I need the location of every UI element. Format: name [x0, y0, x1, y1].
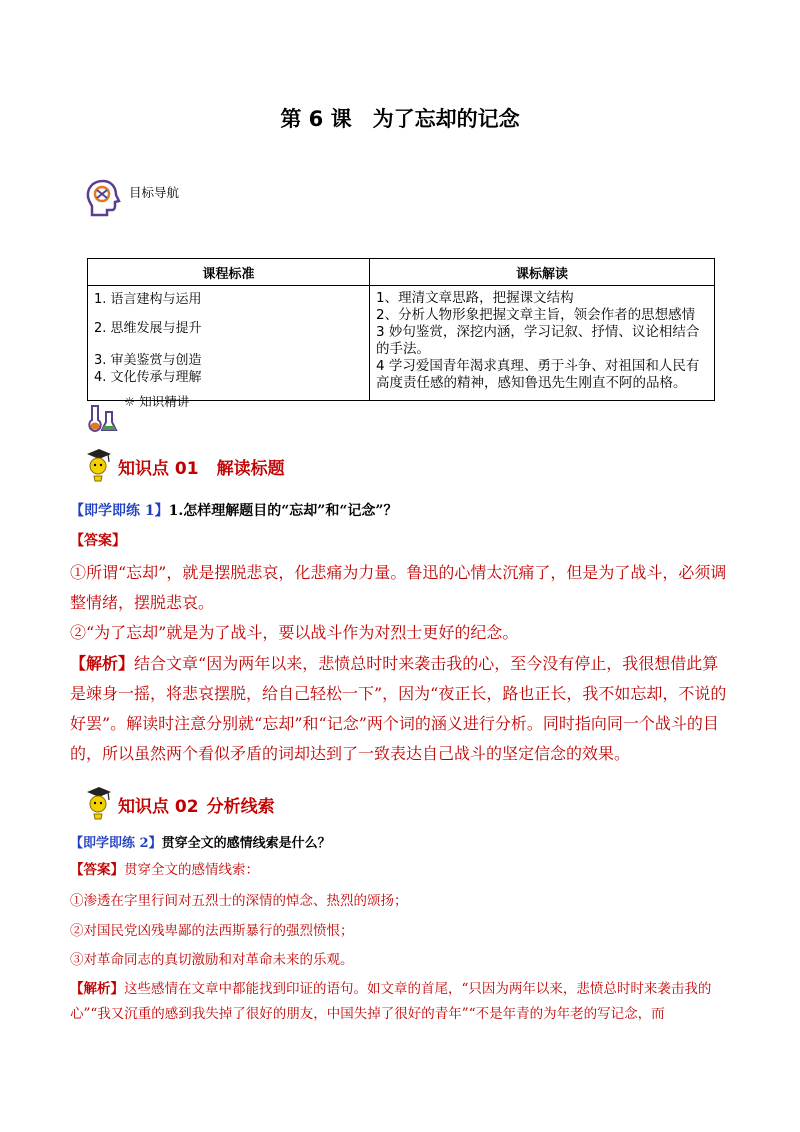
answer-1: ①渗透在字里行间对五烈士的深情的悼念、热烈的颂扬； [70, 893, 408, 909]
interpretation-item: 2、分析人物形象把握文章主旨，领会作者的思想感情 [376, 307, 696, 323]
graduate-icon [84, 784, 114, 824]
answer-2: ②对国民党凶残卑鄙的法西斯暴行的强烈愤恨； [70, 923, 354, 939]
analysis-text: 结合文章“因为两年以来，悲愤总时时来袭击我的心，至今没有停止，我很想借此算是竦身一摇，将悲哀摆脱，给自己轻松一下”，因为“夜正长，路也正长，我不如忘却，不说的好罢”。解读时注意分别就“忘却”和“记念”两个词的涵义进行分析。同时指向同一个战斗的目的，所以虽然两个看似矛盾的词却达到了一致表达自己战斗的坚定信念的效果。 [70, 654, 727, 763]
target-navigation [83, 178, 179, 222]
answer-1: ①所谓“忘却”，就是摆脱悲哀，化悲痛为力量。鲁迅的心情太沉痛了，但是为了战斗，必须调整情绪，摆脱悲哀。 [70, 563, 727, 612]
practice-tag: 【即学即练 2】 [70, 836, 162, 851]
answer-tag: 【答案】 [70, 533, 126, 549]
nav-label: 目标导航 [129, 185, 180, 200]
answer-intro [70, 857, 730, 883]
table-header-standard: 课程标准 [88, 259, 370, 286]
practice-question-2 [70, 832, 331, 851]
standard-item: 3. 审美鉴赏与创造 [94, 353, 202, 368]
answer-3: ③对革命同志的真切激励和对革命未来的乐观。 [70, 952, 354, 968]
knowledge-label: ☼ 知识精讲 [124, 394, 190, 409]
knowledge-point-2-heading [84, 784, 275, 824]
flask-icon [86, 392, 122, 438]
answer-intro-text: 贯穿全文的感情线索： [124, 862, 259, 878]
answer-2: ②“为了忘却”就是为了战斗，要以战斗作为对烈士更好的纪念。 [70, 623, 519, 642]
analysis-tag: 【解析】 [70, 981, 124, 997]
heading-number: 知识点 02 [118, 796, 199, 817]
standard-item: 4. 文化传承与理解 [94, 370, 202, 385]
analysis-text: 这些感情在文章中都能找到印证的语句。如文章的首尾，“只因为两年以来，悲愤总时时来袭击我的心”“我又沉重的感到我失掉了很好的朋友，中国失掉了很好的青年”“不是年青的为年老的写记念，而 [70, 981, 712, 1022]
knowledge-section [86, 392, 189, 438]
knowledge-point-1-heading [84, 446, 285, 486]
standard-cell [88, 286, 370, 401]
practice-tag: 【即学即练 1】 [70, 503, 169, 519]
standard-item: 1. 语言建构与运用 [94, 292, 202, 307]
heading-topic: 分析线索 [206, 796, 275, 817]
answer-tag: 【答案】 [70, 862, 124, 878]
curriculum-table [87, 258, 715, 401]
table-header-interpretation: 课标解读 [370, 259, 715, 286]
analysis-tag: 【解析】 [70, 654, 135, 673]
interpretation-item: 4 学习爱国青年渴求真理、勇于斗争、对祖国和人民有高度责任感的精神，感知鲁迅先生刚直不阿的品格。 [376, 358, 700, 391]
interpretation-item: 3 妙句鉴赏，深挖内涵，学习记叙、抒情、议论相结合的手法。 [376, 324, 700, 357]
question-text: 贯穿全文的感情线索是什么？ [161, 836, 331, 851]
practice-question-1 [70, 500, 397, 520]
question-text: 1.怎样理解题目的“忘却”和“记念”？ [168, 503, 398, 519]
heading-number: 知识点 01 [118, 458, 199, 479]
interpretation-cell [370, 286, 715, 401]
page-title: 第 6 课 为了忘却的记念 [280, 107, 520, 131]
standard-item: 2. 思维发展与提升 [94, 321, 202, 336]
graduate-icon [84, 446, 114, 486]
heading-topic: 解读标题 [216, 458, 285, 479]
head-brain-icon [83, 178, 123, 222]
interpretation-item: 1、理清文章思路，把握课文结构 [376, 290, 574, 306]
analysis-1 [70, 649, 730, 769]
analysis-2 [70, 977, 730, 1027]
